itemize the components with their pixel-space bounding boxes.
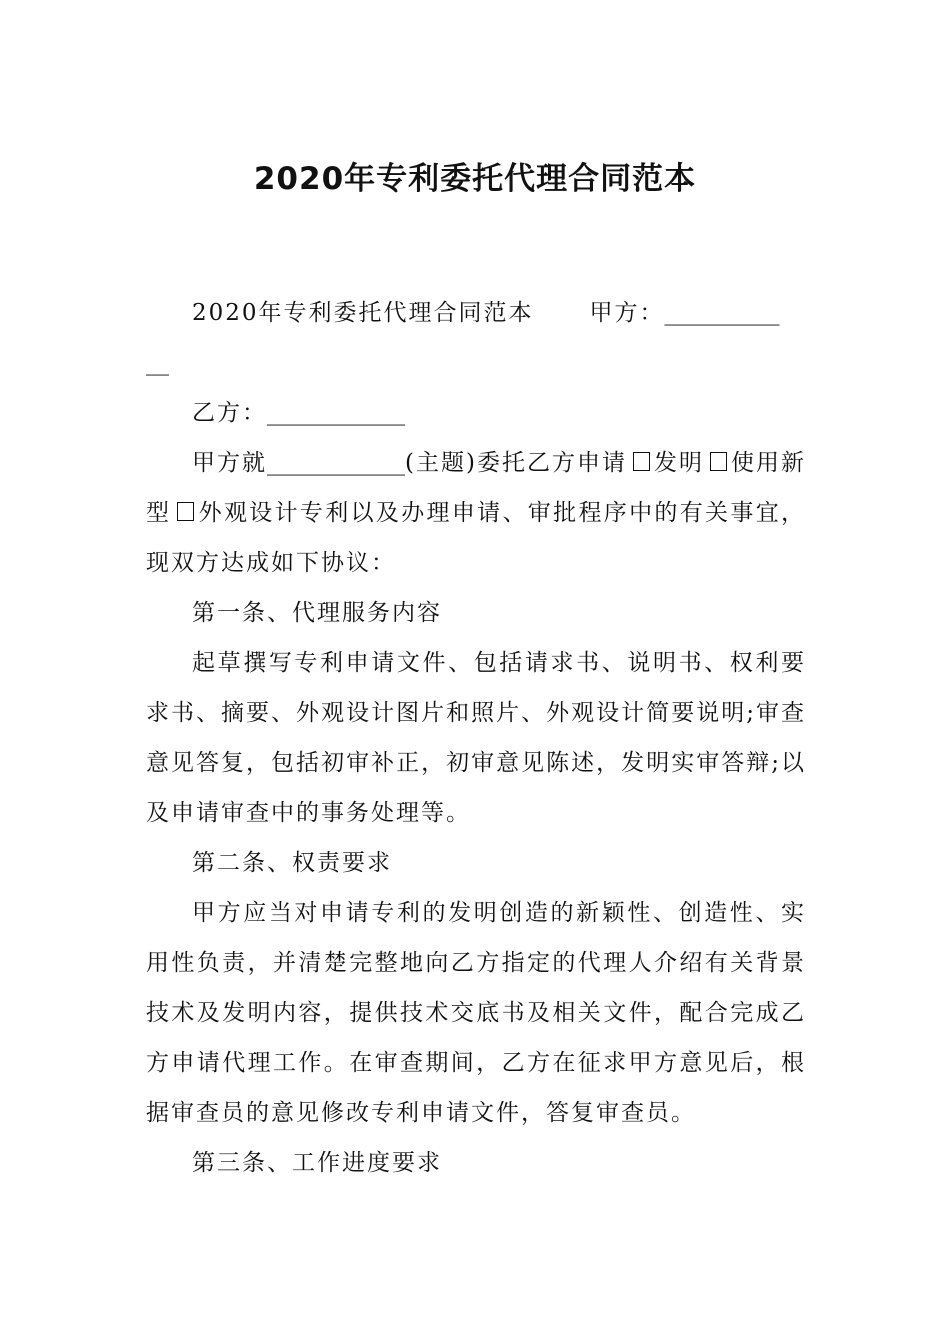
commission-paragraph: 甲方就____________(主题)委托乙方申请 发明 使用新型 外观设计专利以及办理申请、审批程序中的有关事宜，现双方达成如下协议：: [146, 450, 807, 576]
article-1-text: 起草撰写专利申请文件、包括请求书、说明书、权利要求书、摘要、外观设计图片和照片、外观设计简要说明;审查意见答复，包括初审补正，初审意见陈述，发明实审答辩;以及申请审查中的事务处理等。: [146, 650, 806, 826]
party-a-label: 甲方：: [589, 300, 665, 326]
article-1-heading: 第一条、代理服务内容: [192, 600, 442, 626]
topic-blank: ____________: [267, 450, 406, 476]
article-2-text: 甲方应当对申请专利的发明创造的新颖性、创造性、实用性负责，并清楚完整地向乙方指定的代理人介绍有关背景技术及发明内容，提供技术交底书及相关文件，配合完成乙方申请代理工作。在审查期间，乙方在征求甲方意见后，根据审查员的意见修改专利申请文件，答复审查员。: [146, 900, 806, 1126]
party-a-blank-continued: __: [146, 350, 169, 376]
intro-paragraph: [146, 288, 806, 338]
party-a-blank: __________: [664, 300, 780, 326]
intro-subtitle: 2020年专利委托代理合同范本: [192, 300, 534, 326]
party-b-blank: ____________: [267, 400, 405, 426]
checkbox-invention: [633, 452, 650, 471]
article-2-heading: 第二条、权责要求: [192, 850, 392, 876]
checkbox-design: [177, 502, 194, 521]
checkbox-utility-model: [710, 452, 727, 471]
party-b-line: [146, 388, 806, 438]
document-title: 2020年专利委托代理合同范本: [253, 161, 697, 197]
document-body: [146, 288, 806, 1188]
article-3-heading: 第三条、工作进度要求: [192, 1150, 442, 1176]
party-b-label: 乙方：: [192, 400, 267, 426]
